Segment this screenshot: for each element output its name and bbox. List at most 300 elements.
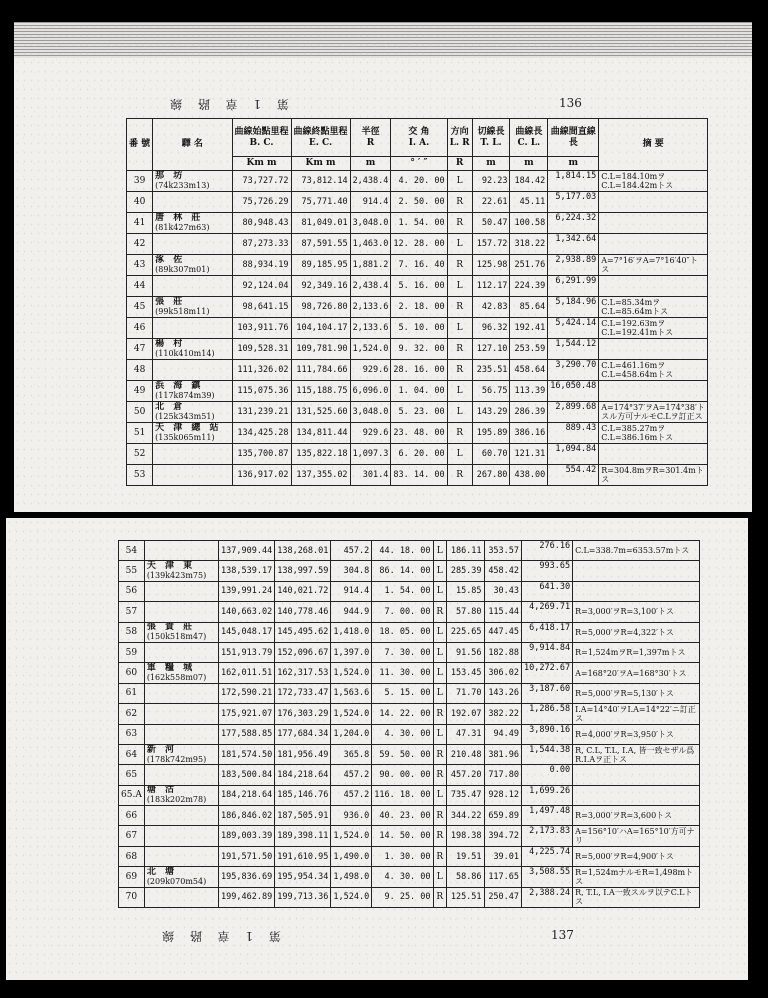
station-label: 唐 林 莊 [155, 213, 204, 223]
cl-value: 192.41 [510, 318, 548, 339]
distance-value: 2,173.83 [522, 826, 573, 846]
ec-value: 135,822.18 [291, 444, 350, 465]
station-name [144, 744, 218, 764]
angle-value: 5. 23. 00 [391, 402, 447, 423]
radius-value: 365.8 [331, 744, 372, 764]
header-bc: 曲線始點里程 B. C. [232, 119, 291, 157]
tl-value: 127.10 [472, 339, 510, 360]
unit-cl: m [510, 157, 548, 171]
row-number: 70 [119, 887, 145, 907]
ec-value: 191,610.95 [275, 846, 331, 866]
distance-value: 5,424.14 [548, 318, 599, 339]
bc-value: 140,663.02 [219, 602, 275, 622]
tl-value: 157.72 [472, 234, 510, 255]
tl-value: 60.70 [472, 444, 510, 465]
remark-text: C.L=338.7m=6353.57mトス [573, 541, 700, 561]
tl-value: 91.56 [447, 642, 484, 662]
radius-value: 1,097.3 [350, 444, 391, 465]
station-chainage: (139k423m75) [146, 571, 207, 581]
distance-value: 554.42 [548, 465, 599, 486]
angle-value: 1. 54. 00 [391, 213, 447, 234]
station-name [144, 683, 218, 703]
tl-value: 153.45 [447, 663, 484, 683]
ec-value: 131,525.60 [291, 402, 350, 423]
ec-value: 73,812.14 [291, 171, 350, 192]
angle-value: 116. 18. 00 [372, 785, 433, 805]
table-row [119, 867, 700, 887]
table-row [127, 381, 708, 402]
remark-text: A=7°16′ヲA=7°16′40″トス [599, 255, 708, 276]
bc-value: 75,726.29 [232, 192, 291, 213]
page-binding-edge [14, 22, 752, 58]
remark-text: C.L=184.10mヲC.L=184.42mトス [599, 171, 708, 192]
tl-value: 92.23 [472, 171, 510, 192]
bc-value: 103,911.76 [232, 318, 291, 339]
unit-distance: m [548, 157, 599, 171]
cl-value: 94.49 [484, 724, 521, 744]
remark-text: A=156°10′ハA=165°10′方可ナリ [573, 826, 700, 846]
remark-text: R=5,000′ヲR=4,900′トス [573, 846, 700, 866]
cl-value: 113.39 [510, 381, 548, 402]
table-row [127, 360, 708, 381]
table-row [119, 683, 700, 703]
row-number: 54 [119, 541, 145, 561]
direction-value: R [433, 602, 447, 622]
direction-value: R [447, 339, 472, 360]
table-row [127, 423, 708, 444]
running-head: 第 1 章 路 線 [164, 97, 289, 111]
remark-text [573, 785, 700, 805]
ec-value: 92,349.16 [291, 276, 350, 297]
tl-value: 210.48 [447, 744, 484, 764]
bc-value: 138,539.17 [219, 561, 275, 581]
station-chainage: (125k343m51) [155, 412, 215, 421]
distance-value: 1,342.64 [548, 234, 599, 255]
remark-text [573, 561, 700, 581]
remark-text: R=304.8mヲR=301.4mトス [599, 465, 708, 486]
cl-value: 250.47 [484, 887, 521, 907]
ec-value: 87,591.55 [291, 234, 350, 255]
cl-value: 143.26 [484, 683, 521, 703]
direction-value: R [447, 255, 472, 276]
angle-value: 83. 14. 00 [391, 465, 447, 486]
radius-value: 1,524.0 [350, 339, 391, 360]
table-row [119, 602, 700, 622]
direction-value: R [433, 887, 447, 907]
angle-value: 5. 10. 00 [391, 318, 447, 339]
row-number: 56 [119, 581, 145, 601]
direction-value: L [433, 561, 447, 581]
remark-text: R=4,000′ヲR=3,950′トス [573, 724, 700, 744]
table-row [127, 255, 708, 276]
table-row [119, 663, 700, 683]
cl-value: 381.96 [484, 744, 521, 764]
direction-value: L [433, 785, 447, 805]
table-row [127, 339, 708, 360]
radius-value: 1,524.0 [331, 887, 372, 907]
station-name [153, 234, 232, 255]
row-number: 40 [127, 192, 153, 213]
distance-value: 1,497.48 [522, 806, 573, 826]
ec-value: 177,684.34 [275, 724, 331, 744]
angle-value: 23. 48. 00 [391, 423, 447, 444]
station-chainage: (117k874m39) [155, 391, 215, 400]
station-name [144, 704, 218, 724]
angle-value: 7. 00. 00 [372, 602, 433, 622]
tl-value: 19.51 [447, 846, 484, 866]
table-row [119, 724, 700, 744]
radius-value: 929.6 [350, 360, 391, 381]
direction-value: R [447, 297, 472, 318]
row-number: 43 [127, 255, 153, 276]
unit-bc: Km m [232, 157, 291, 171]
unit-angle: ° ′ ″ [391, 157, 447, 171]
unit-ec: Km m [291, 157, 350, 171]
tl-value: 195.89 [472, 423, 510, 444]
station-label: 那 坊 [155, 171, 186, 181]
ec-value: 176,303.29 [275, 704, 331, 724]
radius-value: 6,096.0 [350, 381, 391, 402]
table-row [127, 234, 708, 255]
distance-value: 993.65 [522, 561, 573, 581]
angle-value: 11. 30. 00 [372, 663, 433, 683]
distance-value: 5,184.96 [548, 297, 599, 318]
distance-value: 5,177.03 [548, 192, 599, 213]
table-row [119, 785, 700, 805]
remark-text: C.L=192.63mヲC.L=192.41mトス [599, 318, 708, 339]
header-angle: 交 角 I. A. [391, 119, 447, 157]
row-number: 60 [119, 663, 145, 683]
cl-value: 85.64 [510, 297, 548, 318]
unit-radius: m [350, 157, 391, 171]
remark-text: R=5,000′ヲR=5,130′トス [573, 683, 700, 703]
bc-value: 186,846.02 [219, 806, 275, 826]
angle-value: 44. 18. 00 [372, 541, 433, 561]
tl-value: 125.98 [472, 255, 510, 276]
radius-value: 301.4 [350, 465, 391, 486]
ec-value: 184,218.64 [275, 765, 331, 785]
ec-value: 89,185.95 [291, 255, 350, 276]
row-number: 61 [119, 683, 145, 703]
bc-value: 177,588.85 [219, 724, 275, 744]
station-label: 張 莊 [155, 297, 186, 307]
bc-value: 195,836.69 [219, 867, 275, 887]
station-name [153, 192, 232, 213]
radius-value: 1,397.0 [331, 642, 372, 662]
distance-value: 276.16 [522, 541, 573, 561]
tl-value: 58.86 [447, 867, 484, 887]
row-number: 65.A [119, 785, 145, 805]
table-row [119, 581, 700, 601]
angle-value: 1. 04. 00 [391, 381, 447, 402]
radius-value: 1,563.6 [331, 683, 372, 703]
radius-value: 1,524.0 [331, 663, 372, 683]
header-radius: 半徑 R [350, 119, 391, 157]
station-name [153, 381, 232, 402]
bc-value: 191,571.50 [219, 846, 275, 866]
tl-value: 57.80 [447, 602, 484, 622]
direction-value: L [433, 622, 447, 642]
distance-value: 1,699.26 [522, 785, 573, 805]
station-name [153, 423, 232, 444]
ec-value: 81,049.01 [291, 213, 350, 234]
distance-value: 4,225.74 [522, 846, 573, 866]
ec-value: 189,398.11 [275, 826, 331, 846]
station-chainage: (150k518m47) [146, 632, 207, 642]
bc-value: 134,425.28 [232, 423, 291, 444]
radius-value: 1,418.0 [331, 622, 372, 642]
cl-value: 286.39 [510, 402, 548, 423]
cl-value: 382.22 [484, 704, 521, 724]
station-chainage: (99k518m11) [155, 307, 210, 316]
ec-value: 104,104.17 [291, 318, 350, 339]
row-number: 41 [127, 213, 153, 234]
angle-value: 4. 30. 00 [372, 724, 433, 744]
tl-value: 143.29 [472, 402, 510, 423]
bc-value: 181,574.50 [219, 744, 275, 764]
tl-value: 125.51 [447, 887, 484, 907]
station-label: 涿 佐 [155, 255, 186, 265]
angle-value: 86. 14. 00 [372, 561, 433, 581]
ec-value: 134,811.44 [291, 423, 350, 444]
station-name [153, 297, 232, 318]
direction-value: L [433, 683, 447, 703]
cl-value: 251.76 [510, 255, 548, 276]
cl-value: 115.44 [484, 602, 521, 622]
remark-text: A=168°20′ヲA=168°30′トス [573, 663, 700, 683]
page-number: 136 [559, 96, 582, 110]
upper-page [14, 22, 752, 512]
unit-tl: m [472, 157, 510, 171]
cl-value: 353.57 [484, 541, 521, 561]
cl-value: 45.11 [510, 192, 548, 213]
radius-value: 936.0 [331, 806, 372, 826]
remark-text: R=3,000′ヲR=3,600トス [573, 806, 700, 826]
tl-value: 225.65 [447, 622, 484, 642]
station-name [144, 765, 218, 785]
remark-text [599, 192, 708, 213]
direction-value: L [447, 171, 472, 192]
row-number: 62 [119, 704, 145, 724]
table-row [119, 704, 700, 724]
row-number: 49 [127, 381, 153, 402]
distance-value: 9,914.84 [522, 642, 573, 662]
radius-value: 1,463.0 [350, 234, 391, 255]
angle-value: 5. 15. 00 [372, 683, 433, 703]
distance-value: 3,508.55 [522, 867, 573, 887]
table-row [119, 622, 700, 642]
table-row [127, 297, 708, 318]
direction-value: L [433, 663, 447, 683]
angle-value: 40. 23. 00 [372, 806, 433, 826]
radius-value: 457.2 [331, 541, 372, 561]
bc-value: 73,727.72 [232, 171, 291, 192]
station-name [144, 785, 218, 805]
station-name [153, 318, 232, 339]
direction-value: R [433, 846, 447, 866]
angle-value: 5. 16. 00 [391, 276, 447, 297]
tl-value: 285.39 [447, 561, 484, 581]
bc-value: 111,326.02 [232, 360, 291, 381]
remark-text [573, 581, 700, 601]
distance-value: 3,290.70 [548, 360, 599, 381]
station-chainage: (178k742m95) [146, 754, 207, 764]
direction-value: R [433, 806, 447, 826]
row-number: 44 [127, 276, 153, 297]
station-label: 北 塘 [146, 866, 177, 877]
cl-value: 30.43 [484, 581, 521, 601]
angle-value: 1. 54. 00 [372, 581, 433, 601]
direction-value: L [447, 381, 472, 402]
direction-value: L [447, 318, 472, 339]
ec-value: 199,713.36 [275, 887, 331, 907]
cl-value: 458.42 [484, 561, 521, 581]
row-number: 42 [127, 234, 153, 255]
station-name [144, 846, 218, 866]
station-name [153, 171, 232, 192]
tl-value: 112.17 [472, 276, 510, 297]
angle-value: 4. 30. 00 [372, 867, 433, 887]
station-label: 天 津 東 [146, 561, 196, 572]
tl-value: 186.11 [447, 541, 484, 561]
bc-value: 98,641.15 [232, 297, 291, 318]
remark-text: R=1,524mヲR=1,397mトス [573, 642, 700, 662]
radius-value: 457.2 [331, 785, 372, 805]
angle-value: 12. 28. 00 [391, 234, 447, 255]
radius-value: 944.9 [331, 602, 372, 622]
angle-value: 59. 50. 00 [372, 744, 433, 764]
station-name [144, 642, 218, 662]
remark-text [599, 276, 708, 297]
ec-value: 115,188.75 [291, 381, 350, 402]
cl-value: 458.64 [510, 360, 548, 381]
remark-text: C.L=461.16mヲC.L=458.64mトス [599, 360, 708, 381]
cl-value: 394.72 [484, 826, 521, 846]
cl-value: 447.45 [484, 622, 521, 642]
table-row [119, 541, 700, 561]
station-label: 軍 糧 城 [146, 663, 196, 674]
station-label: 天 津 總 站 [155, 423, 222, 433]
ec-value: 172,733.47 [275, 683, 331, 703]
row-number: 55 [119, 561, 145, 581]
bc-value: 136,917.02 [232, 465, 291, 486]
ec-value: 98,726.80 [291, 297, 350, 318]
station-name [153, 213, 232, 234]
station-name [153, 360, 232, 381]
station-name [153, 465, 232, 486]
station-chainage: (81k427m63) [155, 223, 210, 232]
station-label: 塘 沽 [146, 785, 177, 796]
angle-value: 9. 25. 00 [372, 887, 433, 907]
distance-value: 889.43 [548, 423, 599, 444]
cl-value: 224.39 [510, 276, 548, 297]
row-number: 65 [119, 765, 145, 785]
bc-value: 172,590.21 [219, 683, 275, 703]
station-name [144, 561, 218, 581]
station-name [144, 663, 218, 683]
cl-value: 100.58 [510, 213, 548, 234]
ec-value: 152,096.67 [275, 642, 331, 662]
ec-value: 195,954.34 [275, 867, 331, 887]
header-distance: 曲線間直線長 [548, 119, 599, 157]
station-name [144, 867, 218, 887]
direction-value: R [447, 465, 472, 486]
station-name [153, 402, 232, 423]
tl-value: 235.51 [472, 360, 510, 381]
direction-value: R [447, 360, 472, 381]
cl-value: 184.42 [510, 171, 548, 192]
radius-value: 1,498.0 [331, 867, 372, 887]
header-station: 驛 名 [153, 119, 232, 171]
row-number: 63 [119, 724, 145, 744]
table-row [119, 887, 700, 907]
row-number: 57 [119, 602, 145, 622]
distance-value: 1,544.38 [522, 744, 573, 764]
station-name [144, 602, 218, 622]
distance-value: 1,286.58 [522, 704, 573, 724]
tl-value: 192.07 [447, 704, 484, 724]
radius-value: 457.2 [331, 765, 372, 785]
tl-value: 457.20 [447, 765, 484, 785]
bc-value: 137,909.44 [219, 541, 275, 561]
remark-text: R, C.L, T.L, I.A, 皆一致セザル爲R.I.Aヲ正トス [573, 744, 700, 764]
distance-value: 641.30 [522, 581, 573, 601]
station-label: 楊 村 [155, 339, 186, 349]
station-chainage: (209k070m54) [146, 876, 207, 886]
remark-text: C.L=385.27mヲC.L=386.16mトス [599, 423, 708, 444]
radius-value: 1,524.0 [331, 826, 372, 846]
angle-value: 7. 30. 00 [372, 642, 433, 662]
row-number: 39 [127, 171, 153, 192]
station-name [153, 339, 232, 360]
header-direction: 方向 L. R [447, 119, 472, 157]
remark-text [599, 444, 708, 465]
remark-text: R=5,000′ヲR=4,322′トス [573, 622, 700, 642]
radius-value: 1,204.0 [331, 724, 372, 744]
angle-value: 2. 50. 00 [391, 192, 447, 213]
distance-value: 1,094.84 [548, 444, 599, 465]
remark-text [573, 765, 700, 785]
tl-value: 344.22 [447, 806, 484, 826]
cl-value: 386.16 [510, 423, 548, 444]
ec-value: 138,997.59 [275, 561, 331, 581]
unit-direction: R [447, 157, 472, 171]
cl-value: 928.12 [484, 785, 521, 805]
tl-value: 50.47 [472, 213, 510, 234]
radius-value: 1,881.2 [350, 255, 391, 276]
distance-value: 2,899.68 [548, 402, 599, 423]
bc-value: 109,528.31 [232, 339, 291, 360]
remark-text: R=3,000′ヲR=3,100′トス [573, 602, 700, 622]
row-number: 46 [127, 318, 153, 339]
angle-value: 2. 18. 00 [391, 297, 447, 318]
bc-value: 151,913.79 [219, 642, 275, 662]
radius-value: 2,133.6 [350, 297, 391, 318]
station-name [144, 622, 218, 642]
tl-value: 47.31 [447, 724, 484, 744]
curve-table [126, 118, 708, 486]
curve-table-continued [118, 540, 700, 908]
table-row [127, 402, 708, 423]
distance-value: 10,272.67 [522, 663, 573, 683]
station-name [144, 887, 218, 907]
row-number: 68 [119, 846, 145, 866]
ec-value: 162,317.53 [275, 663, 331, 683]
table-row [127, 276, 708, 297]
distance-value: 0.00 [522, 765, 573, 785]
radius-value: 1,490.0 [331, 846, 372, 866]
ec-value: 140,021.72 [275, 581, 331, 601]
